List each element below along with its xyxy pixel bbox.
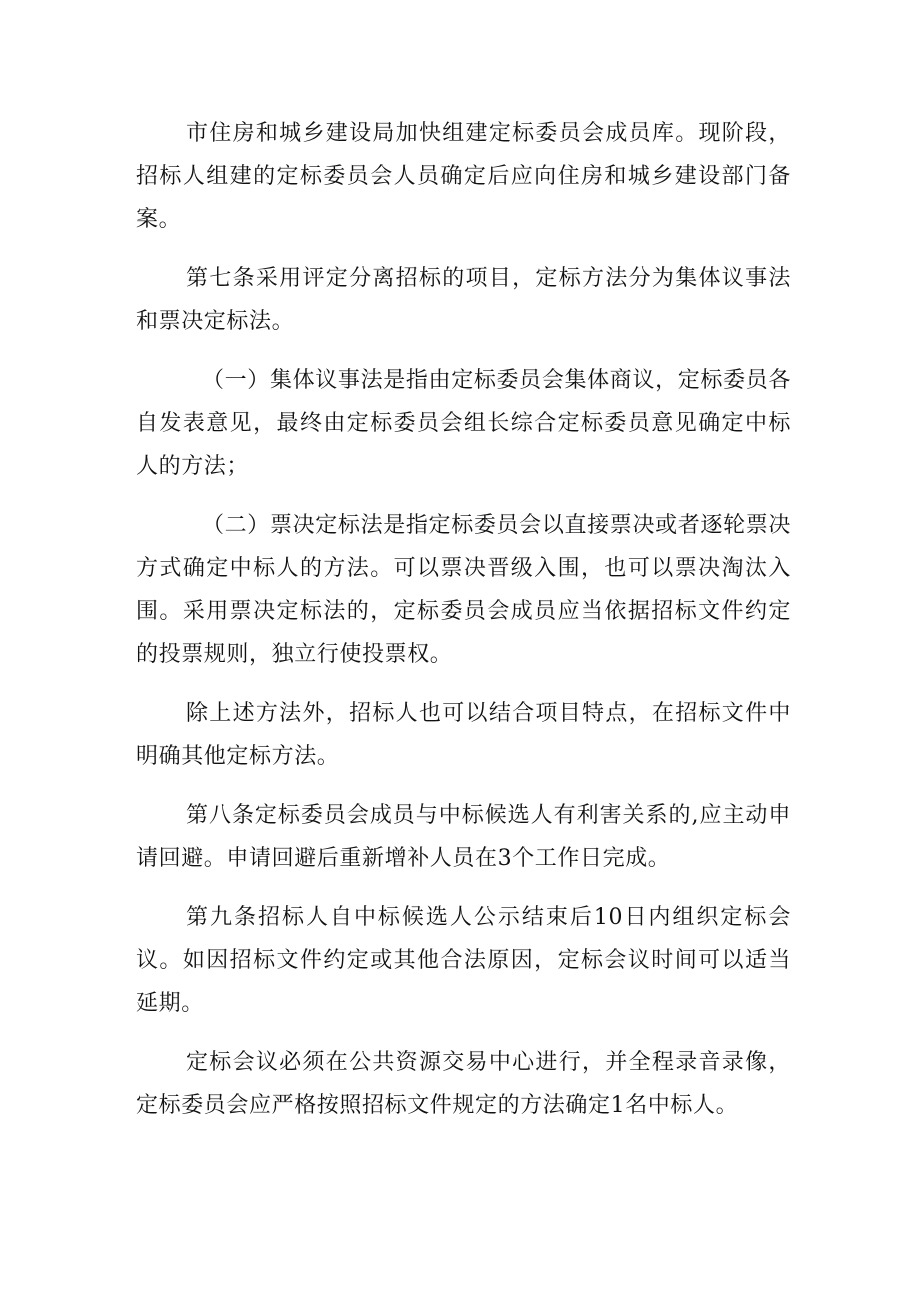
paragraph-collective-method: （一）集体议事法是指由定标委员会集体商议，定标委员各自发表意见，最终由定标委员会组长综合定标委员意见确定中标人的方法；: [136, 368, 791, 479]
paragraph-voting-method: （二）票决定标法是指定标委员会以直接票决或者逐轮票决方式确定中标人的方法。可以票决晋级入围，也可以票决淘汰入围。采用票决定标法的，定标委员会成员应当依据招标文件约定的投票规则，独立行使投票权。: [136, 513, 791, 667]
paragraph-article-9: 第九条招标人自中标候选人公示结束后10日内组织定标会议。如因招标文件约定或其他合法原因，定标会议时间可以适当延期。: [136, 905, 791, 1016]
paragraph-meeting-location: 定标会议必须在公共资源交易中心进行，并全程录音录像，定标委员会应严格按照招标文件规定的方法确定1名中标人。: [136, 1050, 791, 1118]
paragraph-article-7: 第七条采用评定分离招标的项目，定标方法分为集体议事法和票决定标法。: [136, 266, 791, 334]
document-body: [136, 112, 791, 1143]
paragraph-article-8: 第八条定标委员会成员与中标候选人有利害关系的,应主动申请回避。申请回避后重新增补人员在3个工作日完成。: [136, 803, 791, 871]
paragraph-other-methods: 除上述方法外，招标人也可以结合项目特点，在招标文件中明确其他定标方法。: [136, 701, 791, 769]
paragraph-member-pool: 市住房和城乡建设局加快组建定标委员会成员库。现阶段，招标人组建的定标委员会人员确定后应向住房和城乡建设部门备案。: [136, 121, 791, 232]
